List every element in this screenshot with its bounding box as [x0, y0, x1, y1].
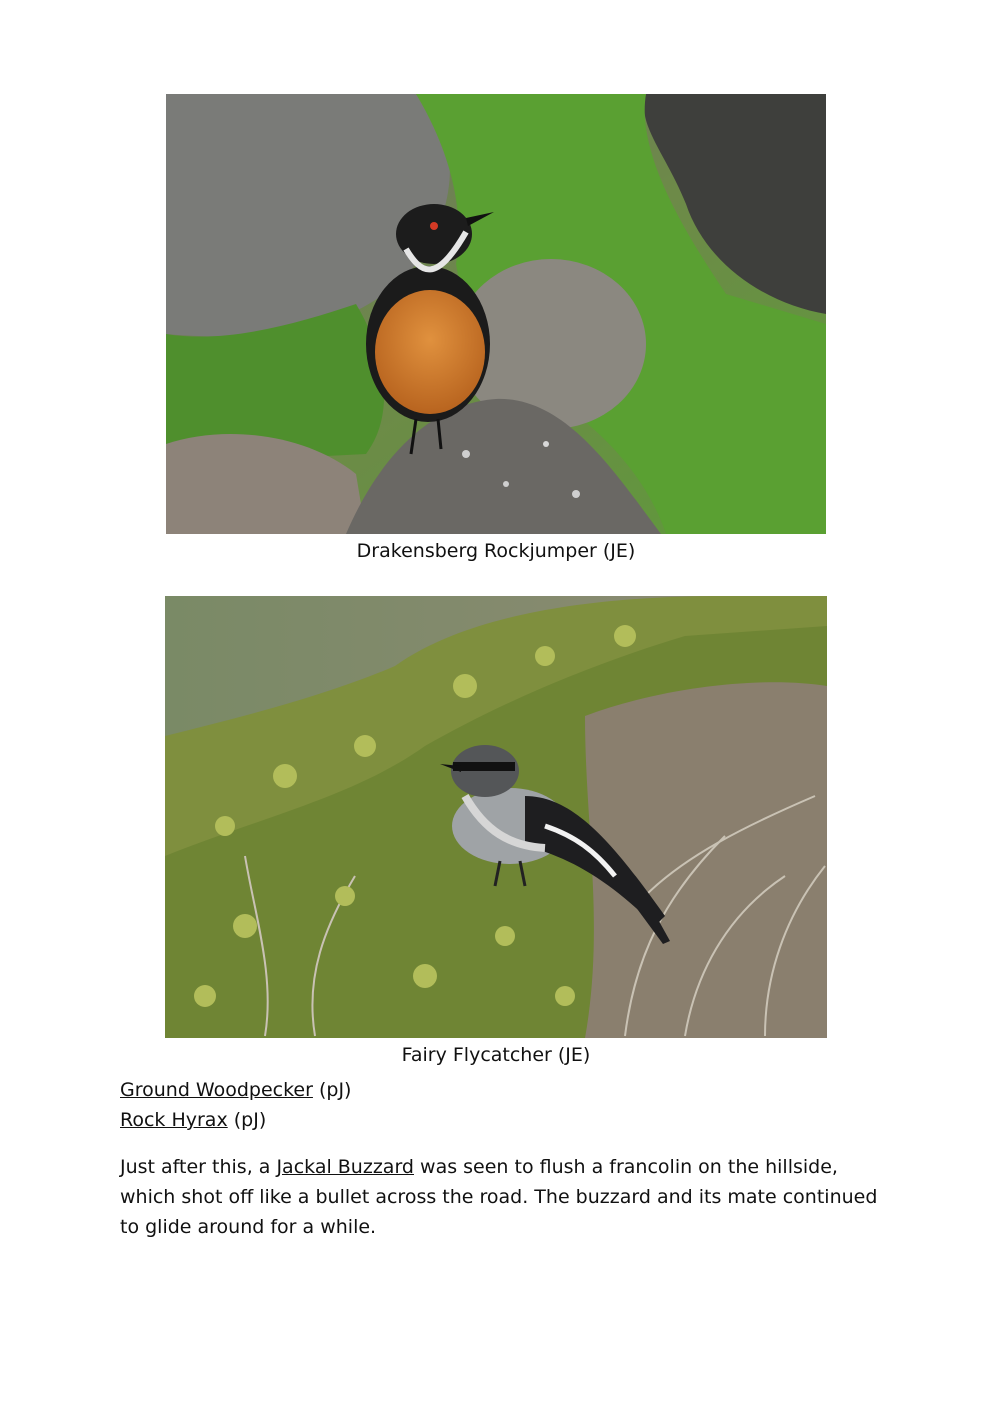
narrative-paragraph [120, 1152, 880, 1242]
paragraph-text-before: Just after this, a [120, 1156, 277, 1178]
photo-drakensberg-rockjumper [166, 94, 826, 534]
species-line [120, 1079, 351, 1101]
species-name: Ground Woodpecker [120, 1079, 313, 1101]
paragraph-text-after: was seen to flush a francolin on the hillside, which shot off like a bullet across the road. The buzzard and its mate continued to glide around for a while. [120, 1156, 878, 1238]
species-note: (pJ) [227, 1109, 267, 1131]
flycatcher-photo-image [165, 596, 827, 1038]
photo-fairy-flycatcher [165, 596, 827, 1038]
photo-caption: Fairy Flycatcher (JE) [401, 1044, 591, 1066]
species-line [120, 1109, 266, 1131]
species-note: (pJ) [312, 1079, 352, 1101]
rockjumper-photo-image [166, 94, 826, 534]
species-name-jackal-buzzard: Jackal Buzzard [276, 1156, 414, 1178]
species-name: Rock Hyrax [120, 1109, 228, 1131]
photo-caption: Drakensberg Rockjumper (JE) [356, 540, 636, 562]
